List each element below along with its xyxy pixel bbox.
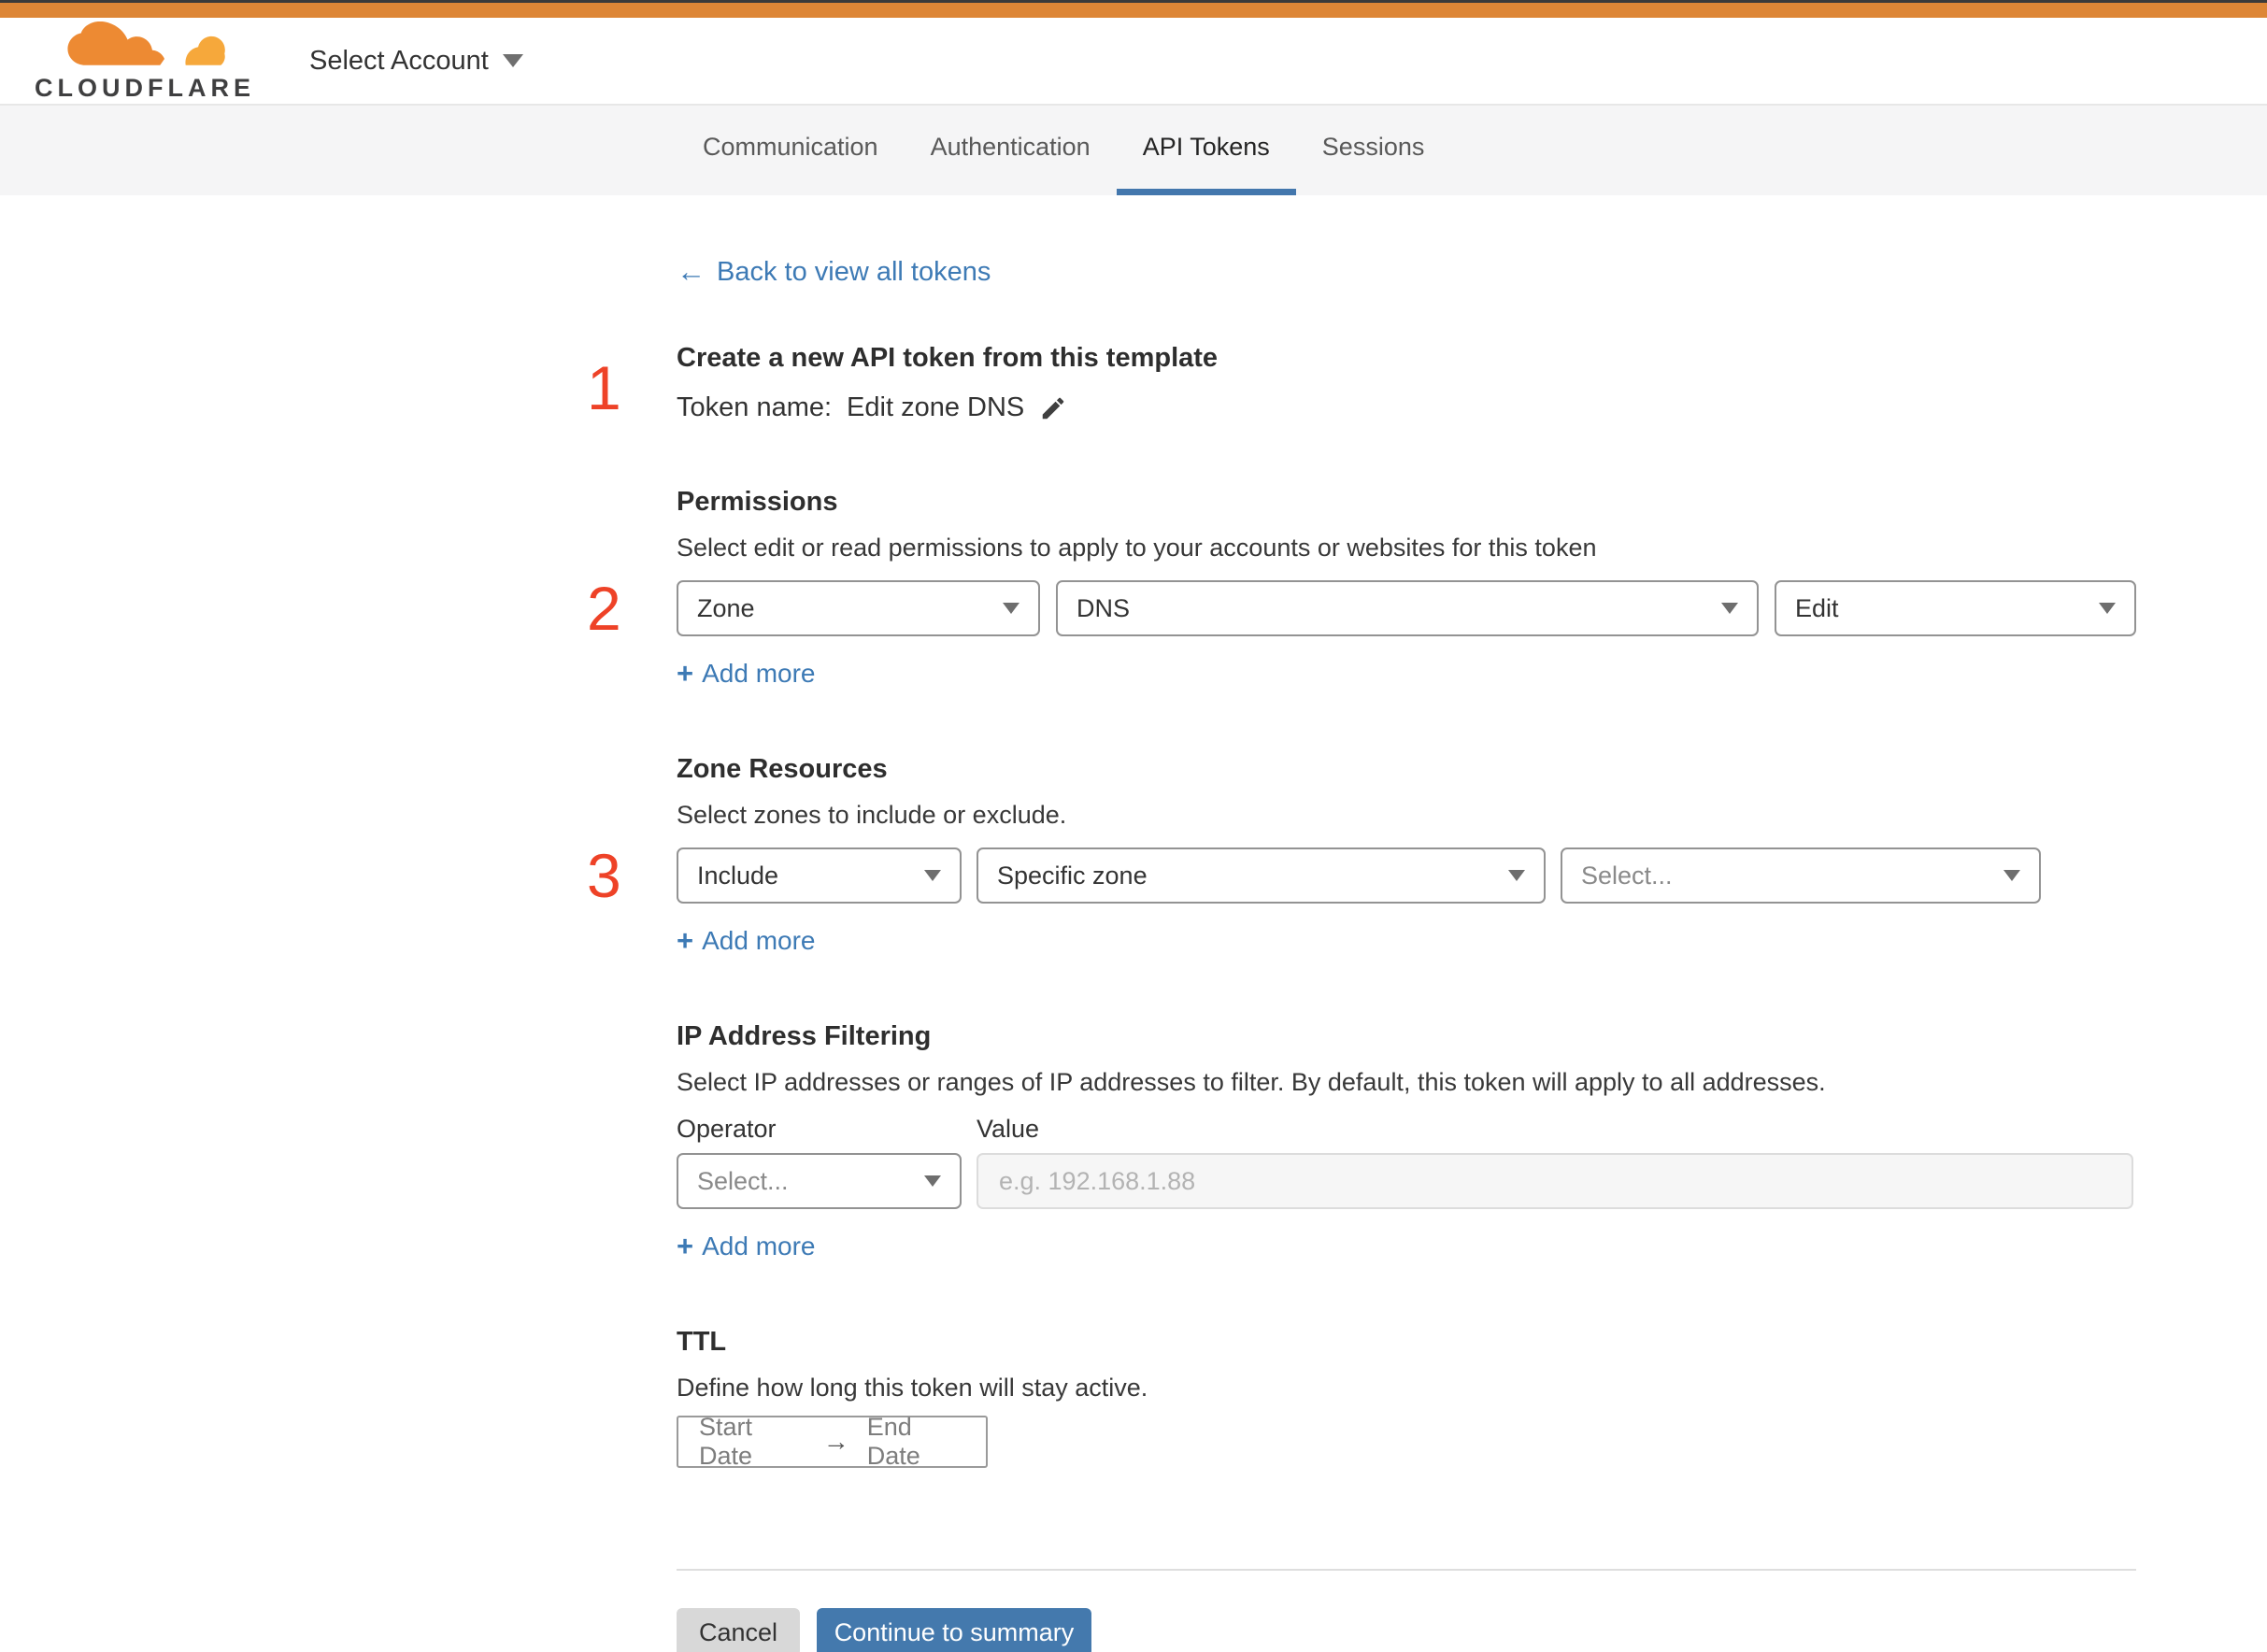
cloudflare-logo [35, 21, 255, 101]
chevron-down-icon [1508, 870, 1525, 881]
section-ip-filtering [677, 1021, 2136, 1263]
value-label: Value [977, 1115, 1040, 1143]
ttl-description: Define how long this token will stay active. [677, 1374, 1148, 1402]
profile-tabbar [0, 106, 2267, 195]
section-token-name [587, 343, 2136, 423]
chevron-down-icon [1721, 603, 1738, 614]
add-more-label: Add more [702, 926, 816, 955]
token-template-form [587, 195, 2136, 1652]
token-name-prefix: Token name: [677, 392, 833, 422]
tab-authentication[interactable]: Authentication [930, 133, 1091, 161]
section-title: Create a new API token from this template [677, 343, 1219, 373]
footer-divider [677, 1569, 2136, 1571]
zone-select-dropdown[interactable] [1561, 847, 2041, 904]
step-number-1: 1 [587, 353, 621, 423]
dropdown-placeholder: Select... [697, 1166, 789, 1195]
back-to-tokens-link[interactable] [677, 255, 991, 289]
dropdown-value: Zone [697, 593, 755, 622]
edit-pencil-icon[interactable] [1039, 394, 1067, 422]
back-link-label: Back to view all tokens [717, 256, 991, 287]
chevron-down-icon [2099, 603, 2116, 614]
ttl-title: TTL [677, 1327, 727, 1357]
dropdown-value: DNS [1076, 593, 1131, 622]
step-number-3: 3 [587, 841, 621, 910]
ip-value-input[interactable] [977, 1153, 2133, 1209]
ip-operator-dropdown[interactable] [677, 1153, 962, 1209]
zone-resources-add-more-link[interactable] [677, 924, 816, 958]
ip-filtering-title: IP Address Filtering [677, 1021, 932, 1051]
zone-resources-description: Select zones to include or exclude. [677, 801, 1067, 829]
chevron-down-icon [2003, 870, 2020, 881]
plus-icon: + [677, 657, 694, 690]
cloudflare-logo-text: CLOUDFLARE [35, 73, 255, 102]
dropdown-value: Edit [1795, 593, 1839, 622]
dropdown-placeholder: Select... [1581, 861, 1673, 890]
permissions-title: Permissions [677, 487, 838, 517]
section-ttl [677, 1327, 2136, 1468]
form-actions [677, 1608, 2136, 1652]
permissions-description: Select edit or read permissions to apply to your accounts or websites for this token [677, 534, 1597, 562]
dropdown-value: Include [697, 861, 779, 890]
start-date-placeholder: Start Date [699, 1413, 753, 1470]
account-selector-label: Select Account [308, 45, 489, 76]
operator-label: Operator [677, 1115, 777, 1143]
dropdown-value: Specific zone [997, 861, 1148, 890]
tab-sessions[interactable]: Sessions [1321, 133, 1425, 161]
top-accent-bar [0, 3, 2267, 18]
permissions-add-more-link[interactable] [677, 657, 816, 691]
permission-access-dropdown[interactable] [1775, 580, 2136, 636]
app-header [0, 18, 2267, 106]
plus-icon: + [677, 924, 694, 957]
chevron-down-icon [924, 870, 941, 881]
tab-api-tokens[interactable]: API Tokens [1117, 106, 1296, 195]
ip-filtering-add-more-link[interactable] [677, 1230, 816, 1263]
tab-communication[interactable]: Communication [703, 133, 878, 161]
chevron-down-icon [503, 54, 523, 67]
back-arrow-icon: ← [677, 255, 706, 288]
token-name-value: Edit zone DNS [847, 392, 1025, 422]
end-date-placeholder: End Date [866, 1413, 920, 1470]
plus-icon: + [677, 1230, 694, 1262]
chevron-down-icon [1003, 603, 1019, 614]
ip-filtering-description: Select IP addresses or ranges of IP addresses to filter. By default, this token will apply to all addresses. [677, 1068, 1826, 1096]
zone-resources-title: Zone Resources [677, 754, 888, 784]
cloudflare-cloud-icon [61, 21, 229, 74]
right-arrow-icon: → [822, 1427, 849, 1456]
section-zone-resources [587, 754, 2136, 958]
zone-type-dropdown[interactable] [977, 847, 1546, 904]
ttl-date-range-picker[interactable] [677, 1413, 988, 1470]
step-number-2: 2 [587, 574, 621, 643]
continue-to-summary-button[interactable]: Continue to summary [817, 1608, 1091, 1652]
chevron-down-icon [924, 1175, 941, 1187]
add-more-label: Add more [702, 659, 816, 688]
permission-scope-dropdown[interactable] [677, 580, 1040, 636]
account-selector[interactable] [309, 46, 523, 77]
cancel-button[interactable]: Cancel [677, 1608, 800, 1652]
zone-include-dropdown[interactable] [677, 847, 962, 904]
section-permissions [587, 487, 2136, 691]
permission-service-dropdown[interactable] [1056, 580, 1759, 636]
add-more-label: Add more [702, 1232, 816, 1260]
